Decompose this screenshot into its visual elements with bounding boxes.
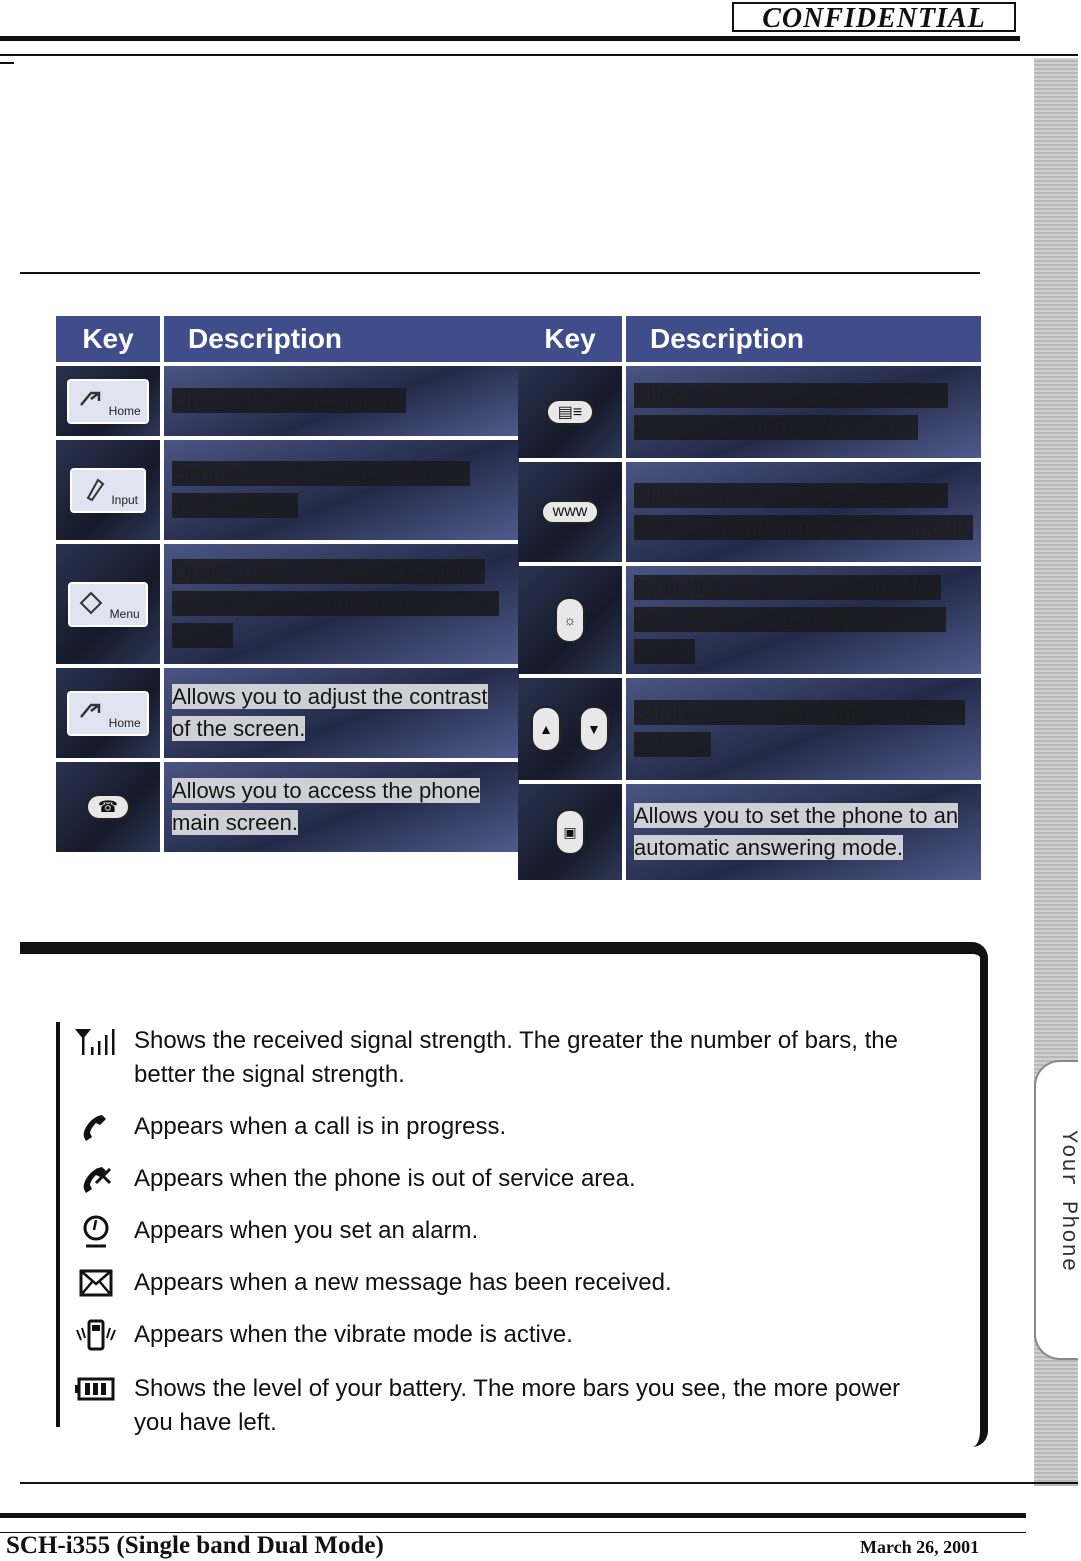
side-tab-label: Your Phone — [1056, 1130, 1081, 1273]
status-description: Shows the level of your battery. The more bars you see, the more power you have left. — [134, 1375, 901, 1436]
description-text: Allows you to access the phone main screen. — [172, 778, 481, 835]
address-key-cell — [518, 366, 622, 458]
status-description: Appears when the vibrate mode is active. — [134, 1321, 573, 1348]
header-tick — [0, 62, 14, 64]
table-row — [164, 668, 519, 758]
answering-key-cell — [518, 784, 622, 880]
table-header-key: Key — [518, 316, 622, 362]
alarm-icon — [70, 1214, 122, 1248]
www-key-icon: www — [541, 500, 600, 524]
description-text: Opens up a set of options which depend on the menu function you are in. — [172, 559, 499, 648]
table-row — [626, 462, 981, 562]
volume-key-cell — [518, 678, 622, 780]
status-description: Appears when a new message has been received. — [134, 1269, 672, 1296]
contrast-key-cell — [56, 668, 160, 758]
menu-key-label: Menu — [109, 606, 140, 621]
status-description: Appears when you set an alarm. — [134, 1217, 479, 1244]
description-text: Brings alphanumeric character input screen. — [172, 461, 471, 518]
answering-key-icon: ▣ — [555, 809, 585, 855]
description-text: During a call, adjusts the earpiece volume. — [634, 700, 966, 757]
description-text: Allows you to set the phone to an automatic answering mode. — [634, 803, 959, 860]
table-header-description: Description — [164, 316, 519, 362]
home-key-label: Home — [108, 715, 141, 730]
list-item — [70, 1318, 934, 1352]
phone-key-icon: ☎ — [86, 794, 130, 820]
list-item — [70, 1162, 934, 1196]
footer-rule-thick — [0, 1513, 1026, 1518]
header-rule-thin — [0, 54, 1078, 56]
home-key-icon — [67, 379, 148, 424]
footer-model: SCH-i355 (Single band Dual Mode) — [6, 1532, 384, 1559]
table-row — [626, 678, 981, 780]
status-icons-bar — [56, 1022, 60, 1427]
phone-key-cell — [56, 762, 160, 852]
no-service-icon — [70, 1162, 122, 1196]
footer-rule-top — [20, 1482, 1078, 1484]
table-row — [164, 762, 519, 852]
section-rule — [20, 272, 980, 274]
footer-date: March 26, 2001 — [860, 1537, 980, 1557]
description-text: Allows you to quickly access the Address screen in idle mode. — [634, 383, 949, 440]
menu-key-cell — [56, 544, 160, 664]
keys-table-left — [52, 312, 523, 856]
home-key-cell — [56, 366, 160, 436]
address-book-key-icon: ▤≡ — [546, 399, 594, 425]
description-text: Switches the phone on/off. Also turns the backlight of the screen on/off. — [634, 575, 946, 664]
vibrate-icon — [70, 1318, 122, 1352]
volume-up-icon: ▲ — [531, 706, 561, 752]
volume-down-icon: ▼ — [579, 706, 609, 752]
table-row — [626, 566, 981, 674]
status-description: Appears when a call is in progress. — [134, 1113, 507, 1140]
list-item — [70, 1024, 934, 1092]
power-key-icon: ☼ — [555, 597, 585, 643]
power-key-cell — [518, 566, 622, 674]
table-row — [626, 784, 981, 880]
message-icon — [70, 1266, 122, 1300]
status-description: Appears when the phone is out of service area. — [134, 1165, 636, 1192]
input-key-cell — [56, 440, 160, 540]
call-in-progress-icon — [70, 1110, 122, 1144]
list-item — [70, 1372, 934, 1440]
keys-table-right — [514, 312, 985, 884]
header-rule-thick — [0, 36, 1020, 41]
list-item — [70, 1214, 934, 1248]
table-row — [164, 366, 519, 436]
table-row — [164, 544, 519, 664]
confidential-label: CONFIDENTIAL — [732, 2, 1016, 32]
www-key-cell — [518, 462, 622, 562]
input-key-icon — [70, 468, 146, 513]
description-text: Allows you to adjust the contrast of the screen. — [172, 684, 488, 741]
battery-icon — [70, 1372, 122, 1406]
volume-keys-icon — [531, 721, 609, 738]
menu-key-icon — [68, 582, 147, 627]
home-key-icon — [67, 691, 148, 736]
signal-strength-icon — [70, 1024, 122, 1058]
list-item — [70, 1266, 934, 1300]
table-header-key: Key — [56, 316, 160, 362]
home-key-label: Home — [108, 403, 141, 418]
list-item — [70, 1110, 934, 1144]
table-header-description: Description — [626, 316, 981, 362]
description-text: Opens the Home menu. — [172, 388, 406, 413]
input-key-label: Input — [111, 492, 139, 507]
status-description: Shows the received signal strength. The greater the number of bars, the better the signal strength. — [134, 1027, 898, 1088]
table-row — [164, 440, 519, 540]
description-text: Allows you to quickly access the Internet menu screen in idle mode. — [634, 483, 973, 540]
table-row — [626, 366, 981, 458]
